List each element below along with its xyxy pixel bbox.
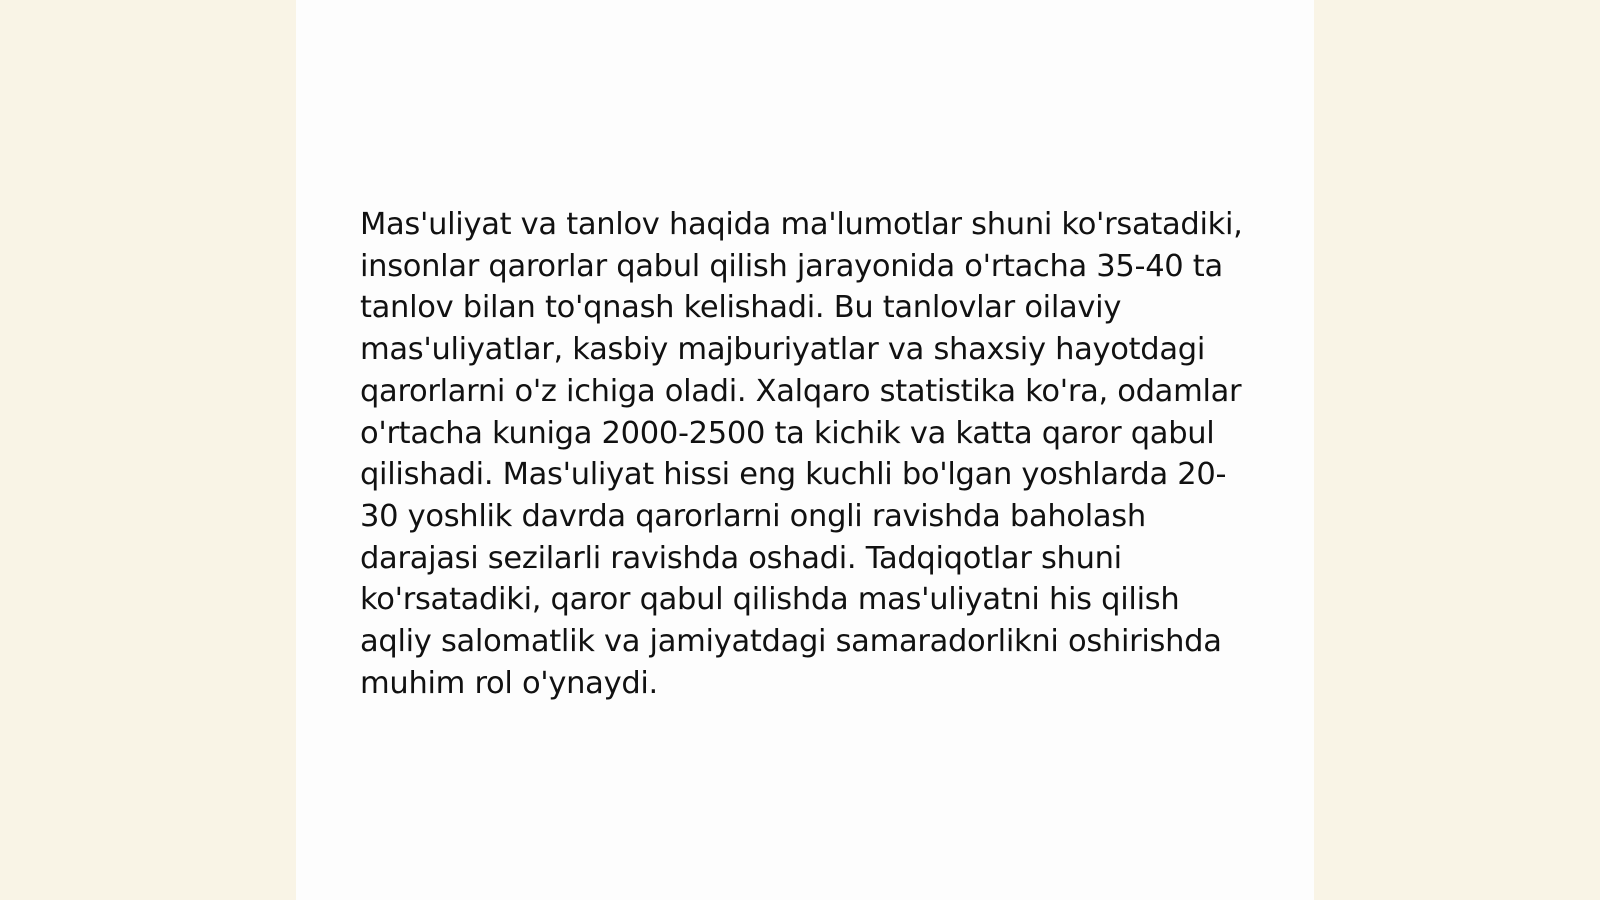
right-margin-background: [1314, 0, 1600, 900]
body-paragraph: Mas'uliyat va tanlov haqida ma'lumotlar shuni ko'rsatadiki, insonlar qarorlar qabul qilish jarayonida o'rtacha 35-40 ta tanlov bilan to'qnash kelishadi. Bu tanlovlar oilaviy mas'uliyatlar, kasbiy majburiyatlar va shaxsiy hayotdagi qarorlarni o'z ichiga oladi. Xalqaro statistika ko'ra, odamlar o'rtacha kuniga 2000-2500 ta kichik va katta qaror qabul qilishadi. Mas'uliyat hissi eng kuchli bo'lgan yoshlarda 20-30 yoshlik davrda qarorlarni ongli ravishda baholash darajasi sezilarli ravishda oshadi. Tadqiqotlar shuni ko'rsatadiki, qaror qabul qilishda mas'uliyatni his qilish aqliy salomatlik va jamiyatdagi samaradorlikni oshirishda muhim rol o'ynaydi.: [360, 207, 1243, 701]
left-margin-background: [0, 0, 296, 900]
document-page: [296, 0, 1314, 900]
